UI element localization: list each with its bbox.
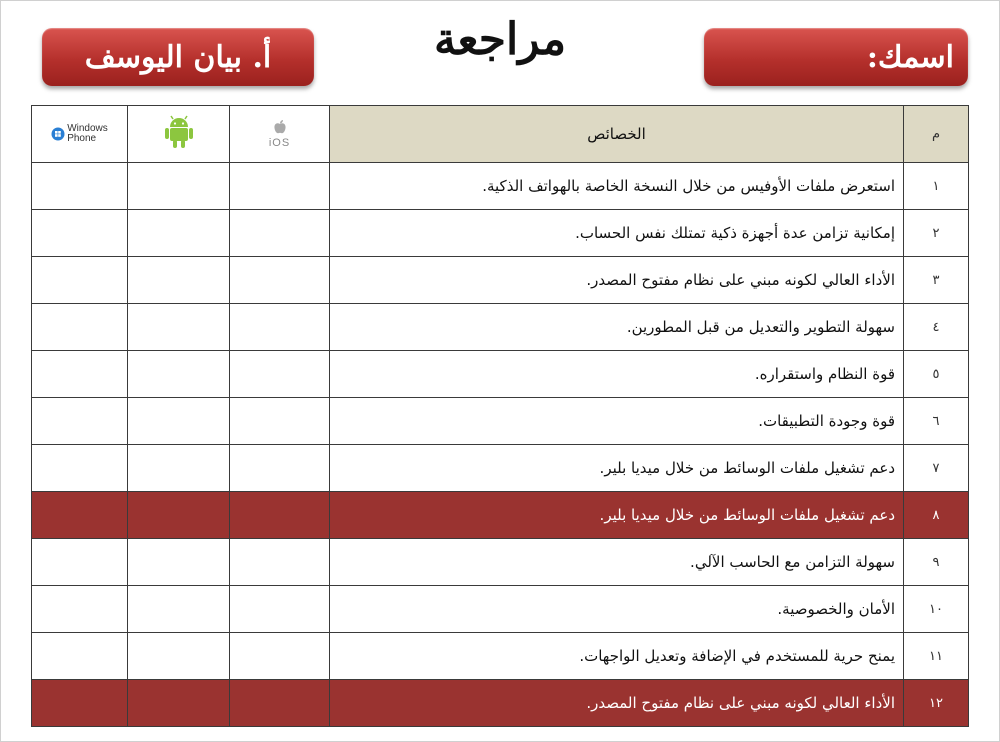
- android-check-cell[interactable]: [128, 398, 230, 445]
- feature-cell: دعم تشغيل ملفات الوسائط من خلال ميديا بلير.: [330, 445, 904, 492]
- android-column-header: [128, 106, 230, 163]
- table-row: [32, 163, 969, 210]
- student-name-label: اسمك:: [866, 39, 954, 75]
- teacher-name-badge: [42, 28, 314, 86]
- android-check-cell[interactable]: [128, 586, 230, 633]
- android-icon: [164, 114, 194, 150]
- android-check-cell[interactable]: [128, 257, 230, 304]
- feature-cell: الأداء العالي لكونه مبني على نظام مفتوح المصدر.: [330, 680, 904, 727]
- ios-check-cell[interactable]: [230, 586, 330, 633]
- windows-phone-check-cell[interactable]: [32, 492, 128, 539]
- student-name-badge: [704, 28, 968, 86]
- table-row: [32, 257, 969, 304]
- feature-cell: الأمان والخصوصية.: [330, 586, 904, 633]
- feature-cell: الأداء العالي لكونه مبني على نظام مفتوح المصدر.: [330, 257, 904, 304]
- row-number-cell: ٦: [904, 398, 969, 445]
- windows-phone-check-cell[interactable]: [32, 210, 128, 257]
- table-header-row: [32, 106, 969, 163]
- row-number-cell: ٩: [904, 539, 969, 586]
- ios-check-cell[interactable]: [230, 492, 330, 539]
- ios-check-cell[interactable]: [230, 304, 330, 351]
- feature-cell: قوة النظام واستقراره.: [330, 351, 904, 398]
- windows-phone-check-cell[interactable]: [32, 445, 128, 492]
- windows-logo-line2: Phone: [67, 132, 97, 144]
- android-check-cell[interactable]: [128, 680, 230, 727]
- windows-phone-check-cell[interactable]: [32, 633, 128, 680]
- table-row: [32, 633, 969, 680]
- windows-phone-check-cell[interactable]: [32, 680, 128, 727]
- table-row: [32, 351, 969, 398]
- features-column-header: الخصائص: [330, 106, 904, 163]
- apple-icon: [272, 119, 288, 135]
- row-number-cell: ٧: [904, 445, 969, 492]
- windows-phone-check-cell[interactable]: [32, 163, 128, 210]
- table-row: [32, 398, 969, 445]
- ios-check-cell[interactable]: [230, 445, 330, 492]
- windows-phone-check-cell[interactable]: [32, 257, 128, 304]
- windows-phone-check-cell[interactable]: [32, 539, 128, 586]
- table-row: [32, 445, 969, 492]
- feature-cell: دعم تشغيل ملفات الوسائط من خلال ميديا بلير.: [330, 492, 904, 539]
- ios-check-cell[interactable]: [230, 257, 330, 304]
- ios-check-cell[interactable]: [230, 680, 330, 727]
- feature-cell: إمكانية تزامن عدة أجهزة ذكية تمتلك نفس الحساب.: [330, 210, 904, 257]
- table-row: [32, 304, 969, 351]
- page-title: مراجعة: [433, 14, 567, 65]
- ios-column-header: [230, 106, 330, 163]
- row-number-cell: ١١: [904, 633, 969, 680]
- row-number-cell: ٣: [904, 257, 969, 304]
- android-check-cell[interactable]: [128, 539, 230, 586]
- table-row: [32, 586, 969, 633]
- review-table: [31, 105, 969, 727]
- windows-phone-check-cell[interactable]: [32, 351, 128, 398]
- ios-check-cell[interactable]: [230, 163, 330, 210]
- row-number-cell: ١٠: [904, 586, 969, 633]
- feature-cell: استعرض ملفات الأوفيس من خلال النسخة الخاصة بالهواتف الذكية.: [330, 163, 904, 210]
- ios-check-cell[interactable]: [230, 210, 330, 257]
- feature-cell: سهولة التطوير والتعديل من قبل المطورين.: [330, 304, 904, 351]
- android-check-cell[interactable]: [128, 492, 230, 539]
- ios-check-cell[interactable]: [230, 398, 330, 445]
- ios-check-cell[interactable]: [230, 633, 330, 680]
- row-number-cell: ١: [904, 163, 969, 210]
- table-row: [32, 680, 969, 727]
- android-check-cell[interactable]: [128, 351, 230, 398]
- ios-check-cell[interactable]: [230, 539, 330, 586]
- android-check-cell[interactable]: [128, 210, 230, 257]
- android-check-cell[interactable]: [128, 304, 230, 351]
- android-check-cell[interactable]: [128, 163, 230, 210]
- windows-logo-line1: Windows: [67, 122, 108, 134]
- feature-cell: سهولة التزامن مع الحاسب الآلي.: [330, 539, 904, 586]
- row-number-cell: ١٢: [904, 680, 969, 727]
- table-row: [32, 210, 969, 257]
- row-number-cell: ٢: [904, 210, 969, 257]
- row-number-cell: ٥: [904, 351, 969, 398]
- teacher-name-text: أ. بيان اليوسف: [84, 39, 272, 75]
- row-number-cell: ٤: [904, 304, 969, 351]
- feature-cell: قوة وجودة التطبيقات.: [330, 398, 904, 445]
- row-number-cell: ٨: [904, 492, 969, 539]
- ios-logo-text: iOS: [268, 137, 291, 149]
- windows-phone-check-cell[interactable]: [32, 304, 128, 351]
- windows-phone-column-header: [32, 106, 128, 163]
- windows-phone-check-cell[interactable]: [32, 586, 128, 633]
- number-column-header: م: [904, 106, 969, 163]
- table-row: [32, 492, 969, 539]
- ios-check-cell[interactable]: [230, 351, 330, 398]
- feature-cell: يمنح حرية للمستخدم في الإضافة وتعديل الواجهات.: [330, 633, 904, 680]
- android-check-cell[interactable]: [128, 445, 230, 492]
- windows-icon: [51, 127, 65, 141]
- android-check-cell[interactable]: [128, 633, 230, 680]
- table-row: [32, 539, 969, 586]
- windows-phone-check-cell[interactable]: [32, 398, 128, 445]
